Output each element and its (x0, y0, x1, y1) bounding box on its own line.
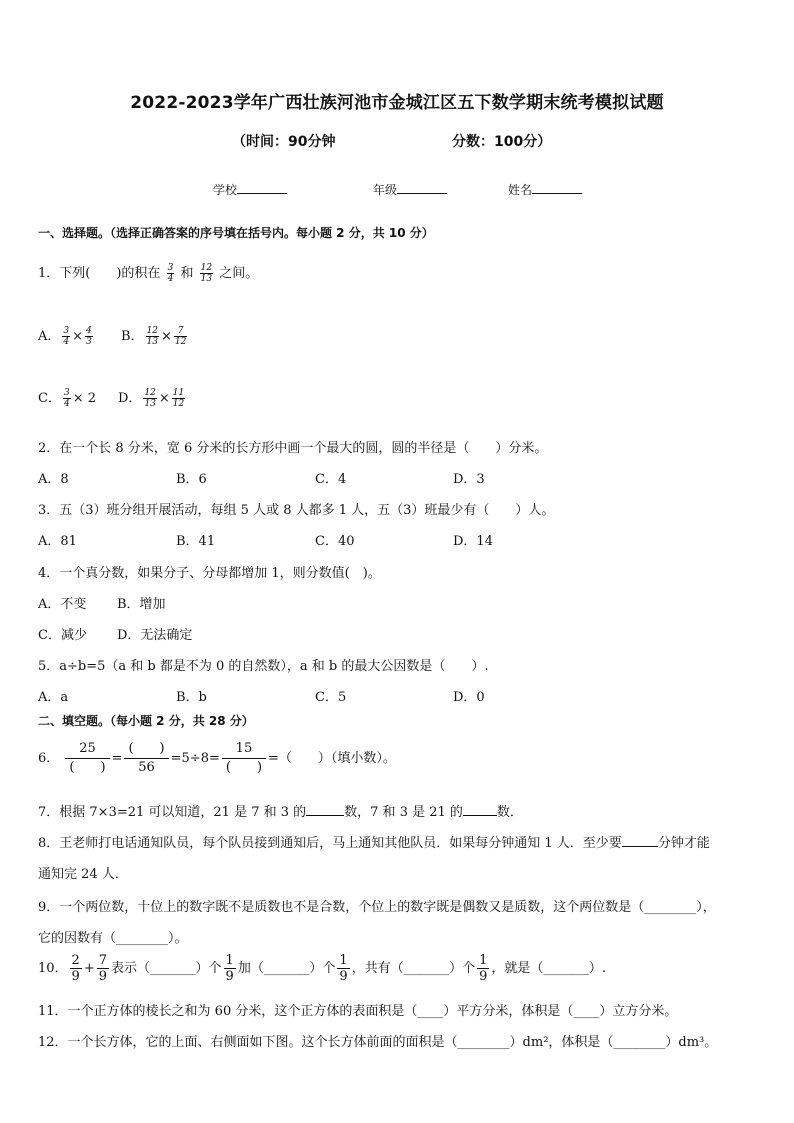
q1-mid: 和 (180, 266, 194, 281)
grade-label: 年级 (373, 183, 398, 197)
fraction: $\frac{12}{13}$ (200, 263, 213, 284)
question-8-cont: 通知完 24 人． (38, 867, 128, 882)
q1-option-d[interactable]: D． $\frac{12}{13}$ × $\frac{11}{12}$ (118, 388, 185, 409)
answer-blank[interactable] (306, 803, 344, 816)
question-10: 10． $\frac{2}{9}$ + $\frac{7}{9}$ 表示（_______）个 $\frac{1}{9}$ 加（_______）个 $\frac{1}{9}$ ，共有（_______）个 $\frac{1}{9}$ ，就是（_______）. (38, 953, 607, 984)
q5-option-b[interactable]: B．b (176, 690, 207, 705)
page-title: 2022-2023学年广西壮族河池市金城江区五下数学期末统考模拟试题 (130, 93, 664, 113)
q4-option-c[interactable]: C．减少 (38, 628, 87, 643)
question-2: 2．在一个长 8 分米，宽 6 分米的长方形中画一个最大的圆，圆的半径是（ ）分米。 (38, 441, 548, 456)
question-11: 11．一个正方体的棱长之和为 60 分米，这个正方体的表面积是（____）平方分米，体积是（____）立方分米。 (38, 1004, 678, 1019)
q3-option-a[interactable]: A．81 (38, 534, 77, 549)
question-7: 7．根据 7×3=21 可以知道，21 是 7 和 3 的 数，7 和 3 是 21 的 数． (38, 805, 523, 820)
q2-option-d[interactable]: D．3 (453, 472, 485, 487)
question-1 (38, 262, 258, 284)
q2-option-a[interactable]: A．8 (38, 472, 69, 487)
school-blank[interactable] (237, 181, 287, 194)
q5-option-d[interactable]: D．0 (453, 690, 485, 705)
q1-suffix: 之间。 (219, 266, 259, 281)
q2-option-b[interactable]: B．6 (176, 472, 207, 487)
q3-option-c[interactable]: C．40 (315, 534, 355, 549)
q1-option-a[interactable]: A． $\frac{3}{4}$ × $\frac{4}{3}$ (38, 326, 92, 347)
section-choice-heading: 一、选择题。（选择正确答案的序号填在括号内。每小题 2 分，共 10 分） (38, 226, 434, 240)
school-label: 学校 (213, 183, 238, 197)
question-9-cont: 它的因数有（________）。 (38, 931, 188, 946)
question-8: 8．王老师打电话通知队员，每个队员接到通知后，马上通知其他队员．如果每分钟通知 1 人．至少要 分钟才能 (38, 836, 710, 851)
exam-score: 分数：100分） (452, 134, 552, 150)
name-label: 姓名 (508, 183, 533, 197)
grade-field (373, 181, 447, 198)
question-5: 5．a÷b=5（a 和 b 都是不为 0 的自然数），a 和 b 的最大公因数是（ ）. (38, 659, 489, 674)
q1-option-c[interactable]: C． $\frac{3}{4}$ × 2 (38, 388, 96, 409)
question-3: 3．五（3）班分组开展活动，每组 5 人或 8 人都多 1 人，五（3）班最少有（ ）人。 (38, 503, 555, 518)
q1-option-b[interactable]: B． $\frac{12}{13}$ × $\frac{7}{12}$ (121, 326, 187, 347)
section-fill-heading: 二、填空题。（每小题 2 分，共 28 分） (38, 714, 254, 728)
grade-blank[interactable] (397, 181, 447, 194)
name-blank[interactable] (532, 181, 582, 194)
q1-prefix: 1．下列( )的积在 (38, 266, 161, 281)
question-6: 6． 25 ( ) = ( ) 56 =5÷8= 15 ( ) =（ ）（填小数）。 (38, 741, 396, 775)
name-field (508, 181, 582, 198)
answer-blank[interactable] (463, 803, 497, 816)
q4-option-b[interactable]: B．增加 (117, 597, 166, 612)
question-12: 12．一个长方体，它的上面、右侧面如下图。这个长方体前面的面积是（________）dm²，体积是（________）dm³。 (38, 1035, 718, 1050)
answer-blank[interactable] (622, 834, 658, 847)
q2-option-c[interactable]: C．4 (315, 472, 347, 487)
fraction: ( ) 56 (124, 740, 168, 777)
q3-option-b[interactable]: B．41 (176, 534, 216, 549)
school-field (213, 181, 287, 198)
q4-option-a[interactable]: A．不变 (38, 597, 87, 612)
fraction: $\frac{3}{4}$ (167, 263, 174, 284)
question-4: 4．一个真分数，如果分子、分母都增加 1，则分数值( )。 (38, 566, 381, 581)
exam-time: （时间：90分钟 (232, 134, 336, 150)
fraction: 15 ( ) (222, 740, 266, 777)
question-9: 9．一个两位数，十位上的数字既不是质数也不是合数，个位上的数字既是偶数又是质数，这个两位数是（________）， (38, 900, 716, 915)
q4-option-d[interactable]: D．无法确定 (117, 628, 193, 643)
exam-subtitle (0, 131, 794, 151)
q5-option-a[interactable]: A．a (38, 690, 69, 705)
fraction: 25 ( ) (65, 740, 109, 777)
q5-option-c[interactable]: C．5 (315, 690, 347, 705)
q3-option-d[interactable]: D．14 (453, 534, 493, 549)
